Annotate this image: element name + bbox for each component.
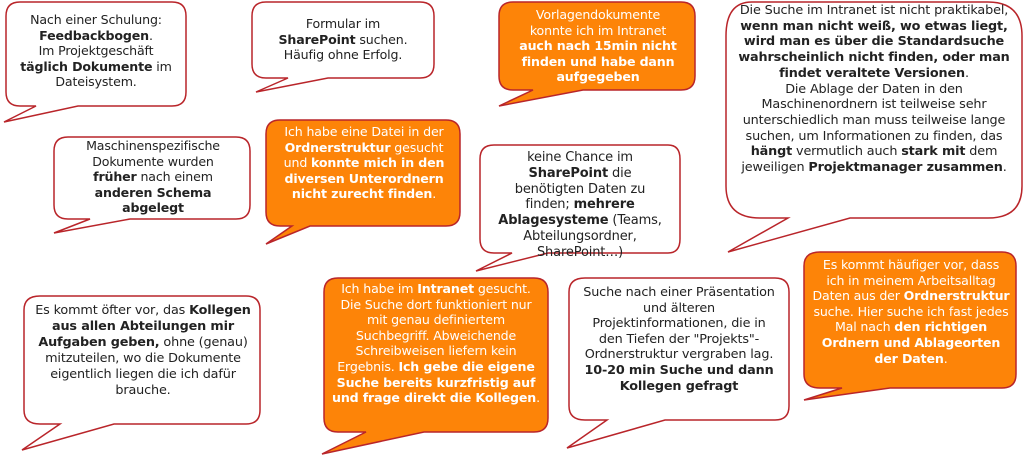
emphasis-text: Ich gebe die eigene Suche bereits kurzfristig auf und frage direkt die Kollegen: [332, 358, 537, 406]
body-text: Im Projektgeschäft: [38, 43, 154, 59]
emphasis-text: konnte mich in den diversen Unterordnern nicht zurecht finden: [284, 155, 445, 202]
body-text: Dateisystem.: [55, 74, 137, 90]
emphasis-text: Intranet: [417, 281, 474, 296]
quote-text: [330, 281, 542, 406]
body-text: suchen.: [355, 31, 408, 47]
quote-bubble-sharepoint-ablagesysteme: [472, 143, 682, 283]
body-text: Vorlagendokumente: [535, 7, 661, 22]
quote-bubble-intranet-suche: [710, 0, 1024, 260]
quote-bubble-formular-sharepoint: [248, 0, 438, 95]
quote-text: [492, 150, 668, 261]
quote-text: [274, 124, 454, 202]
body-text: .: [432, 186, 437, 202]
body-text: ohne (genau) mitzuteilen, wo die Dokumente eigentlich liegen die ich dafür brauche.: [45, 335, 248, 398]
body-text: .: [943, 350, 948, 366]
emphasis-text: hängt: [750, 144, 793, 160]
body-text: vermutlich auch: [792, 144, 902, 160]
body-text: .: [148, 27, 153, 43]
body-text: gesucht. Die Suche dort funktioniert nur mit genau definiertem Suchbegriff. Abweichende Schreibweisen liefern kein Ergebnis.: [337, 281, 532, 374]
quote-bubble-intranet-suchbegriff[interactable]: [318, 276, 554, 456]
emphasis-text: Ordnerstruktur: [284, 139, 391, 155]
body-text: Es kommt häufiger vor, dass ich in meinem Arbeitsalltag Daten aus der: [812, 257, 1000, 304]
emphasis-text: 10-20 min Suche und dann Kollegen gefragt: [584, 362, 774, 394]
emphasis-text: täglich Dokumente: [20, 58, 153, 74]
emphasis-text: wenn man nicht weiß, wo etwas liegt, wird man es über die Standardsuche wahrscheinlich nicht finden, oder man findet veraltete Versionen: [738, 18, 1010, 81]
emphasis-text: anderen Schema abgelegt: [94, 184, 212, 216]
quote-text: [581, 285, 777, 394]
quote-bubble-feedbackbogen: [0, 0, 190, 125]
body-text: Die Ablage der Daten in den Maschinenordnern ist teilweise sehr unterschiedlich man muss teilweise lange suchen, um Informationen zu finden, das: [742, 81, 1006, 144]
quote-bubble-ordnerstruktur-arbeitsalltag[interactable]: [800, 250, 1024, 400]
body-text: Ich habe eine Datei in der: [284, 124, 444, 139]
quote-text: [10, 12, 182, 90]
emphasis-text: den richtigen Ordnern und Ablageorten der Daten: [821, 319, 1001, 366]
body-text: Es kommt öfter vor, das: [35, 303, 190, 318]
body-text: Nach einer Schulung:: [30, 12, 162, 27]
body-text: .: [964, 65, 969, 81]
body-text: im: [152, 58, 172, 74]
emphasis-text: SharePoint: [278, 31, 356, 47]
quote-text: [256, 16, 430, 63]
body-text: suche. Hier suche ich fast jedes Mal nach: [813, 303, 1009, 335]
quote-bubble-ordnerstruktur-datei[interactable]: [262, 118, 467, 246]
body-text: .: [536, 390, 540, 406]
quote-bubble-praesentation-suche: [563, 276, 795, 456]
body-text: Häufig ohne Erfolg.: [283, 47, 403, 63]
emphasis-text: SharePoint: [528, 165, 609, 181]
quote-text: [812, 257, 1010, 366]
body-text: Ich habe im: [341, 281, 418, 296]
quote-text: [738, 3, 1010, 176]
body-text: nach einem: [136, 169, 213, 185]
emphasis-text: Projektmanager zusammen: [808, 160, 1003, 176]
body-text: Suche nach einer Präsentation und älteren Projektinformationen, die in den Tiefen der "Projekts"-Ordnerstruktur vergraben lag.: [583, 285, 775, 363]
quote-text: [70, 138, 236, 216]
body-text: (Teams, Abteilungsordner, SharePoint…): [523, 213, 662, 260]
body-text: Die Suche im Intranet ist nicht praktikabel,: [739, 3, 1009, 18]
body-text: Formular im: [305, 16, 381, 31]
body-text: .: [1002, 160, 1007, 176]
emphasis-text: auch nach 15min nicht finden und habe dann aufgegeben: [519, 38, 677, 85]
emphasis-text: Ordnerstruktur: [903, 288, 1010, 304]
body-text: konnte ich im Intranet: [529, 22, 667, 38]
emphasis-text: früher: [93, 169, 137, 185]
emphasis-text: stark mit: [901, 144, 966, 160]
quote-bubble-kollegen-aufgaben: [18, 294, 268, 454]
body-text: keine Chance im: [527, 150, 633, 165]
body-text: dem jeweiligen: [741, 144, 998, 176]
body-text: Maschinenspezifische Dokumente wurden: [86, 138, 220, 169]
quote-text: [509, 7, 687, 85]
emphasis-text: Kollegen aus allen Abteilungen mir Aufgaben geben,: [38, 303, 251, 350]
emphasis-text: mehrere Ablagesysteme: [498, 197, 635, 229]
quote-bubble-maschinenspezifisch: [50, 135, 255, 235]
quote-text: [32, 303, 254, 399]
quote-bubble-vorlagendokumente[interactable]: [495, 0, 700, 110]
body-text: die benötigten Daten zu finden;: [514, 165, 646, 213]
body-text: gesucht und: [283, 139, 444, 171]
emphasis-text: Feedbackbogen: [39, 27, 149, 43]
